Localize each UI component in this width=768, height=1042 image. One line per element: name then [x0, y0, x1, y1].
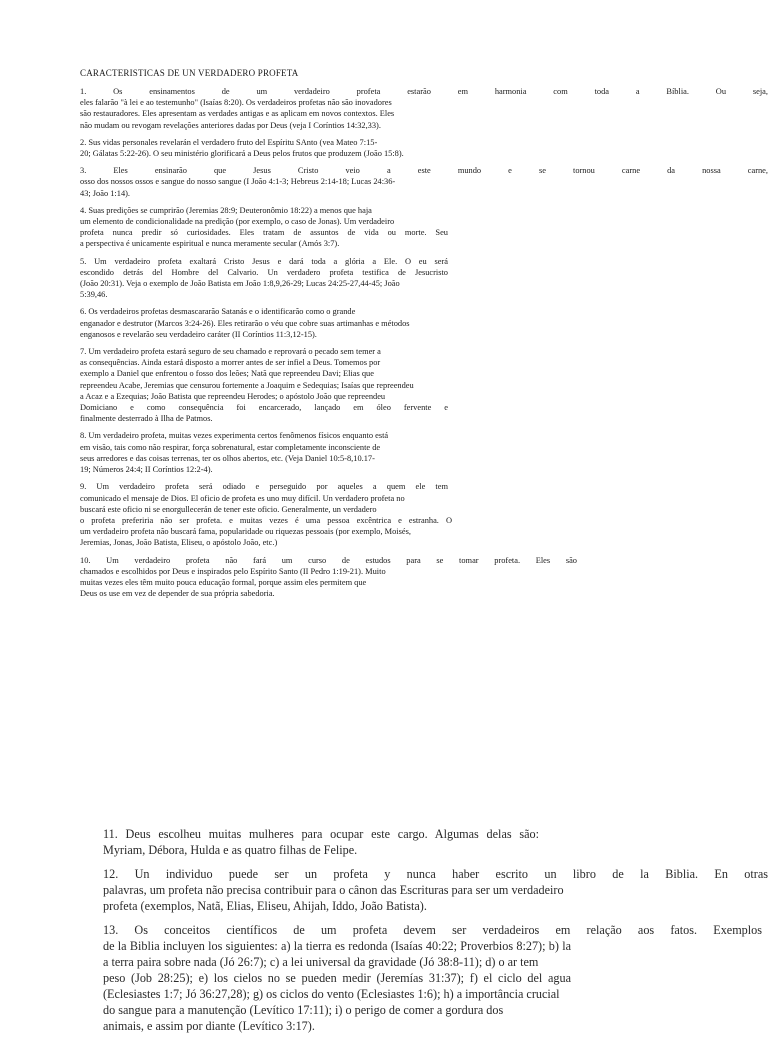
text-line: profeta (exemplos, Natã, Elias, Eliseu, Ahijah, Iddo, João Batista). [103, 899, 427, 913]
paragraph [80, 430, 768, 475]
text-line: enganador e destrutor (Marcos 3:24-26). Eles retirarão o véu que cobre suas artimanhas e métodos [80, 318, 410, 328]
text-line: Domiciano e como consequência foi encarcerado, lançado em óleo fervente e [80, 403, 448, 413]
text-line: repreendeu Acabe, Jeremias que censurou fortemente a Joaquim e Sedequias; Isaías que repreendeu [80, 380, 414, 390]
text-line: (João 20:31). Veja o exemplo de João Batista em João 1:8,9,26-29; Lucas 24:25-27,44-45; João [80, 279, 400, 289]
text-line: em visão, tais como não respirar, força sobrenatural, estar completamente inconsciente de [80, 442, 381, 452]
paragraph [80, 86, 768, 131]
document-title: CARACTERISTICAS DE UN VERDADERO PROFETA [80, 68, 299, 78]
text-line: osso dos nossos ossos e sangue do nosso sangue (I João 4:1-3; Hebreus 2:14-18; Lucas 24:36- [80, 177, 396, 187]
text-line: 43; João 1:14). [80, 188, 131, 198]
paragraph [80, 306, 768, 340]
text-line: animais, e assim por diante (Levítico 3:17). [103, 1019, 315, 1033]
text-line: finalmente desterrado à Ilha de Patmos. [80, 414, 213, 424]
text-line: 3. Eles ensinarão que Jesus Cristo veio a este mundo e se tornou carne da nossa carne, [80, 166, 768, 176]
paragraph [103, 922, 768, 1034]
text-line: 13. Os conceitos científicos de um profeta devem ser verdadeiros em relação aos fatos. Exemplos [103, 923, 762, 937]
text-line: muitas vezes eles têm muito pouca educação formal, porque assim eles permitem que [80, 577, 367, 587]
text-line: seus arredores e das coisas terrenas, ter os olhos abertos, etc. (Veja Daniel 10:5-8,10.17- [80, 453, 375, 463]
text-line: as consequências. Ainda estará disposto a morrer antes de ser infiel a Deus. Tomemos por [80, 358, 381, 368]
text-line: 10. Um verdadeiro profeta não fará um curso de estudos para se tomar profeta. Eles são [80, 555, 577, 565]
text-line: não mudam ou revogam revelações anteriores dadas por Deus (veja I Coríntios 14:32,33). [80, 120, 381, 130]
text-line: escondido detrás del Hombre del Calvario. Un verdadero profeta testifica de Jesucristo [80, 267, 448, 277]
text-line: 2. Sus vidas personales revelarán el verdadero fruto del Espíritu SAnto (vea Mateo 7:15- [80, 137, 378, 147]
text-line: comunicado el mensaje de Dios. El oficio de profeta es uno muy difícil. Un verdadero profeta no [80, 493, 405, 503]
text-line: a Acaz e a Ezequias; João Batista que repreendeu Herodes; o apóstolo João que repreendeu [80, 391, 386, 401]
paragraph [80, 256, 768, 301]
paragraph [80, 165, 768, 199]
text-line: 12. Un individuo puede ser un profeta y nunca haber escrito un libro de la Biblia. En otras [103, 867, 768, 881]
text-line: são restauradores. Eles apresentam as verdades antigas e as aplicam em novos contextos. Eles [80, 109, 395, 119]
text-line: 6. Os verdadeiros profetas desmascararão Satanás e o identificarão como o grande [80, 307, 356, 317]
text-line: a terra paira sobre nada (Jó 26:7); c) a lei universal da gravidade (Jó 38:8-11); d) o ar tem [103, 955, 539, 969]
text-line: 11. Deus escolheu muitas mulheres para ocupar este cargo. Algumas delas são: [103, 827, 539, 841]
text-line: Deus os use em vez de depender de sua própria sabedoria. [80, 589, 275, 599]
text-line: de la Biblia incluyen los siguientes: a) la tierra es redonda (Isaías 40:22; Proverbios 8:27); b) la [103, 939, 571, 953]
text-line: 9. Um verdadeiro profeta será odiado e perseguido por aqueles a quem ele tem [80, 482, 448, 492]
text-line: exemplo a Daniel que enfrentou o fosso dos leões; Natã que repreendeu Davi; Elias que [80, 369, 374, 379]
paragraph [80, 481, 768, 548]
text-line: 19; Números 24:4; II Coríntios 12:2-4). [80, 465, 213, 475]
text-line: buscará este oficio ni se enorgullecerán de tener este oficio. Generalmente, un verdadero [80, 504, 377, 514]
paragraph [80, 555, 768, 600]
paragraph [80, 346, 768, 424]
text-line: um elemento de condicionalidade na predição (por exemplo, o caso de Jonas). Um verdadeiro [80, 217, 395, 227]
text-line: peso (Job 28:25); e) los cielos no se pueden medir (Jeremías 31:37); f) el ciclo del agua [103, 971, 571, 985]
text-line: enganosos e revelarão seu verdadeiro caráter (II Coríntios 11:3,12-15). [80, 329, 317, 339]
text-line: 8. Um verdadeiro profeta, muitas vezes experimenta certos fenômenos físicos enquanto está [80, 431, 389, 441]
text-line: 4. Suas predições se cumprirão (Jeremias 28:9; Deuteronômio 18:22) a menos que haja [80, 205, 372, 215]
text-line: do sangue para a manutenção (Levítico 17:11); i) o perigo de comer a gordura dos [103, 1003, 504, 1017]
paragraph [103, 866, 768, 914]
text-line: palavras, um profeta não precisa contribuir para o cânon das Escrituras para ser um verdadeiro [103, 883, 564, 897]
text-line: 5:39,46. [80, 290, 108, 300]
text-line: 20; Gálatas 5:22-26). O seu ministério glorificará a Deus pelos frutos que produzem (João 15:8). [80, 149, 404, 159]
text-line: Myriam, Débora, Hulda e as quatro filhas de Felipe. [103, 843, 358, 857]
text-line: 5. Um verdadeiro profeta exaltará Cristo Jesus e dará toda a glória a Ele. O eu será [80, 256, 448, 266]
paragraph [80, 137, 768, 159]
text-line: a perspectiva é unicamente espiritual e nunca meramente secular (Amós 3:7). [80, 239, 340, 249]
upper-text-block [80, 86, 768, 605]
text-line: eles falarão "à lei e ao testemunho" (Isaías 8:20). Os verdadeiros profetas não são inovadores [80, 98, 392, 108]
text-line: um verdadeiro profeta não buscará fama, popularidade ou riquezas pessoais (por exemplo, Moisés, [80, 527, 411, 537]
text-line: Jeremias, Jonas, João Batista, Eliseu, o apóstolo João, etc.) [80, 538, 278, 548]
lower-text-block [103, 826, 768, 1042]
text-line: (Eclesiastes 1:7; Jó 36:27,28); g) os ciclos do vento (Eclesiastes 1:6); h) a importância crucial [103, 987, 560, 1001]
paragraph [80, 205, 768, 250]
text-line: o profeta preferiria não ser profeta. e muitas vezes é uma pessoa excêntrica e estranha. O [80, 515, 452, 525]
text-line: profeta nunca predir só curiosidades. Eles tratam de assuntos de vida ou morte. Seu [80, 228, 448, 238]
text-line: 1. Os ensinamentos de um verdadeiro profeta estarão em harmonia com toda a Bíblia. Ou seja, [80, 87, 768, 96]
paragraph [103, 826, 768, 858]
text-line: chamados e escolhidos por Deus e inspirados pelo Espírito Santo (II Pedro 1:19-21). Muito [80, 566, 386, 576]
text-line: 7. Um verdadeiro profeta estará seguro de seu chamado e reprovará o pecado sem temer a [80, 347, 381, 357]
